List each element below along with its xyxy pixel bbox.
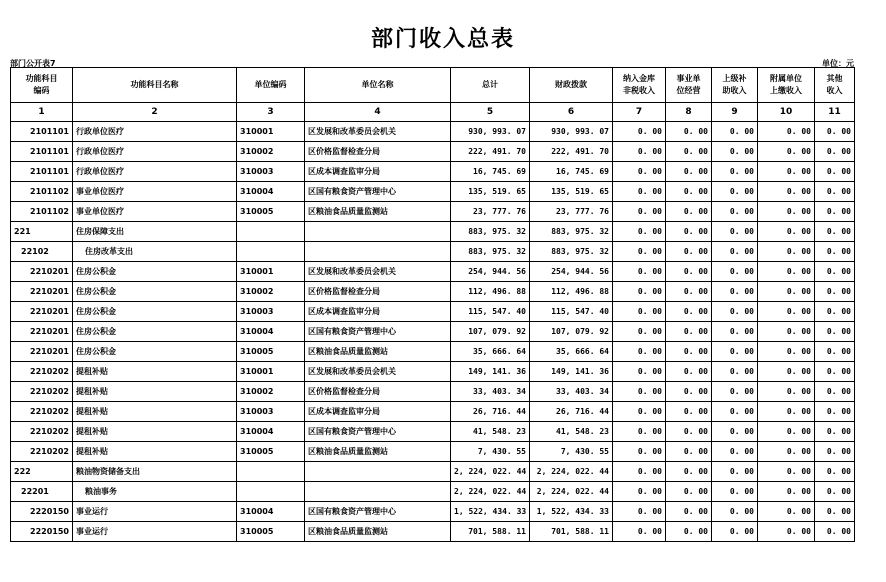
unit-code-cell: 310002 [237,142,305,162]
affiliate-remittance-cell: 0. 00 [758,502,815,522]
affiliate-remittance-cell: 0. 00 [758,182,815,202]
subject-code-cell: 2220150 [11,502,73,522]
subject-code-cell: 2210202 [11,422,73,442]
subject-code-cell: 2210202 [11,402,73,422]
column-number: 11 [815,103,855,122]
column-header: 其他 收入 [815,68,855,103]
subject-code-cell: 2210202 [11,362,73,382]
subject-name-cell: 住房公积金 [73,282,237,302]
affiliate-remittance-cell: 0. 00 [758,282,815,302]
subject-name-cell: 粮油物资储备支出 [73,462,237,482]
fiscal-allocation-cell: 41, 548. 23 [530,422,613,442]
other-income-cell: 0. 00 [815,202,855,222]
unit-code-cell: 310004 [237,322,305,342]
unit-name-cell: 区成本调查监审分局 [305,162,451,182]
subject-code-cell: 2210202 [11,442,73,462]
superior-subsidy-cell: 0. 00 [712,482,758,502]
column-number: 6 [530,103,613,122]
fiscal-allocation-cell: 16, 745. 69 [530,162,613,182]
affiliate-remittance-cell: 0. 00 [758,142,815,162]
total-amount-cell: 115, 547. 40 [451,302,530,322]
unit-name-cell: 区国有粮食资产管理中心 [305,502,451,522]
fiscal-allocation-cell: 33, 403. 34 [530,382,613,402]
total-amount-cell: 135, 519. 65 [451,182,530,202]
column-header: 功能科目 编码 [11,68,73,103]
table-row [11,342,855,362]
affiliate-remittance-cell: 0. 00 [758,302,815,322]
unit-code-cell: 310005 [237,342,305,362]
superior-subsidy-cell: 0. 00 [712,242,758,262]
header-row [11,68,855,103]
superior-subsidy-cell: 0. 00 [712,382,758,402]
operating-income-cell: 0. 00 [666,162,712,182]
non-tax-income-cell: 0. 00 [613,482,666,502]
other-income-cell: 0. 00 [815,402,855,422]
affiliate-remittance-cell: 0. 00 [758,242,815,262]
fiscal-allocation-cell: 883, 975. 32 [530,242,613,262]
other-income-cell: 0. 00 [815,282,855,302]
subject-code-cell: 2210201 [11,322,73,342]
unit-name-cell [305,242,451,262]
unit-code-cell: 310001 [237,362,305,382]
unit-name-cell: 区价格监督检查分局 [305,282,451,302]
column-number: 5 [451,103,530,122]
table-row [11,262,855,282]
column-number-row [11,103,855,122]
unit-code-cell: 310002 [237,282,305,302]
non-tax-income-cell: 0. 00 [613,402,666,422]
other-income-cell: 0. 00 [815,482,855,502]
fiscal-allocation-cell: 149, 141. 36 [530,362,613,382]
table-row [11,142,855,162]
subject-code-cell: 2101102 [11,182,73,202]
other-income-cell: 0. 00 [815,362,855,382]
unit-code-cell: 310003 [237,162,305,182]
superior-subsidy-cell: 0. 00 [712,162,758,182]
superior-subsidy-cell: 0. 00 [712,342,758,362]
fiscal-allocation-cell: 2, 224, 022. 44 [530,462,613,482]
superior-subsidy-cell: 0. 00 [712,362,758,382]
operating-income-cell: 0. 00 [666,282,712,302]
other-income-cell: 0. 00 [815,522,855,542]
non-tax-income-cell: 0. 00 [613,122,666,142]
fiscal-allocation-cell: 7, 430. 55 [530,442,613,462]
superior-subsidy-cell: 0. 00 [712,522,758,542]
table-row [11,462,855,482]
unit-name-cell: 区价格监督检查分局 [305,142,451,162]
table-row [11,122,855,142]
subject-code-cell: 22201 [11,482,73,502]
unit-code-cell: 310005 [237,442,305,462]
superior-subsidy-cell: 0. 00 [712,442,758,462]
subject-name-cell: 提租补贴 [73,402,237,422]
superior-subsidy-cell: 0. 00 [712,322,758,342]
affiliate-remittance-cell: 0. 00 [758,262,815,282]
fiscal-allocation-cell: 35, 666. 64 [530,342,613,362]
subject-name-cell: 住房公积金 [73,302,237,322]
subject-name-cell: 住房改革支出 [73,242,237,262]
unit-code-cell: 310005 [237,202,305,222]
operating-income-cell: 0. 00 [666,422,712,442]
total-amount-cell: 23, 777. 76 [451,202,530,222]
unit-name-cell: 区国有粮食资产管理中心 [305,422,451,442]
subject-code-cell: 2210201 [11,262,73,282]
subject-name-cell: 提租补贴 [73,382,237,402]
unit-code-cell: 310001 [237,262,305,282]
unit-name-cell [305,222,451,242]
other-income-cell: 0. 00 [815,462,855,482]
unit-name-cell: 区成本调查监审分局 [305,302,451,322]
superior-subsidy-cell: 0. 00 [712,502,758,522]
unit-name-cell: 区价格监督检查分局 [305,382,451,402]
subject-code-cell: 2101101 [11,122,73,142]
other-income-cell: 0. 00 [815,382,855,402]
total-amount-cell: 222, 491. 70 [451,142,530,162]
table-row [11,442,855,462]
column-number: 10 [758,103,815,122]
non-tax-income-cell: 0. 00 [613,162,666,182]
superior-subsidy-cell: 0. 00 [712,202,758,222]
operating-income-cell: 0. 00 [666,462,712,482]
operating-income-cell: 0. 00 [666,322,712,342]
total-amount-cell: 2, 224, 022. 44 [451,462,530,482]
fiscal-allocation-cell: 930, 993. 07 [530,122,613,142]
subject-name-cell: 提租补贴 [73,422,237,442]
column-header: 功能科目名称 [73,68,237,103]
column-number: 8 [666,103,712,122]
table-row [11,402,855,422]
subject-name-cell: 事业运行 [73,522,237,542]
superior-subsidy-cell: 0. 00 [712,222,758,242]
unit-code-cell [237,482,305,502]
non-tax-income-cell: 0. 00 [613,322,666,342]
fiscal-allocation-cell: 26, 716. 44 [530,402,613,422]
non-tax-income-cell: 0. 00 [613,302,666,322]
total-amount-cell: 107, 079. 92 [451,322,530,342]
other-income-cell: 0. 00 [815,162,855,182]
fiscal-allocation-cell: 135, 519. 65 [530,182,613,202]
other-income-cell: 0. 00 [815,422,855,442]
subject-name-cell: 粮油事务 [73,482,237,502]
subject-code-cell: 2210201 [11,282,73,302]
other-income-cell: 0. 00 [815,242,855,262]
operating-income-cell: 0. 00 [666,362,712,382]
affiliate-remittance-cell: 0. 00 [758,202,815,222]
superior-subsidy-cell: 0. 00 [712,182,758,202]
subject-name-cell: 行政单位医疗 [73,162,237,182]
fiscal-allocation-cell: 883, 975. 32 [530,222,613,242]
subject-code-cell: 222 [11,462,73,482]
affiliate-remittance-cell: 0. 00 [758,342,815,362]
operating-income-cell: 0. 00 [666,222,712,242]
operating-income-cell: 0. 00 [666,142,712,162]
column-header: 单位名称 [305,68,451,103]
column-number: 4 [305,103,451,122]
affiliate-remittance-cell: 0. 00 [758,402,815,422]
unit-name-cell: 区发展和改革委员会机关 [305,262,451,282]
non-tax-income-cell: 0. 00 [613,362,666,382]
superior-subsidy-cell: 0. 00 [712,262,758,282]
total-amount-cell: 112, 496. 88 [451,282,530,302]
non-tax-income-cell: 0. 00 [613,522,666,542]
operating-income-cell: 0. 00 [666,202,712,222]
subject-name-cell: 住房公积金 [73,262,237,282]
column-header: 总计 [451,68,530,103]
table-row [11,222,855,242]
unit-name-cell: 区粮油食品质量监测站 [305,442,451,462]
subject-name-cell: 事业单位医疗 [73,202,237,222]
affiliate-remittance-cell: 0. 00 [758,482,815,502]
subject-code-cell: 2210201 [11,302,73,322]
total-amount-cell: 883, 975. 32 [451,222,530,242]
operating-income-cell: 0. 00 [666,182,712,202]
affiliate-remittance-cell: 0. 00 [758,522,815,542]
affiliate-remittance-cell: 0. 00 [758,382,815,402]
unit-code-cell [237,242,305,262]
other-income-cell: 0. 00 [815,142,855,162]
other-income-cell: 0. 00 [815,302,855,322]
unit-code-cell: 310003 [237,402,305,422]
non-tax-income-cell: 0. 00 [613,182,666,202]
other-income-cell: 0. 00 [815,222,855,242]
non-tax-income-cell: 0. 00 [613,142,666,162]
total-amount-cell: 701, 588. 11 [451,522,530,542]
subject-code-cell: 2101101 [11,142,73,162]
affiliate-remittance-cell: 0. 00 [758,442,815,462]
fiscal-allocation-cell: 222, 491. 70 [530,142,613,162]
operating-income-cell: 0. 00 [666,382,712,402]
income-summary-table [10,67,855,542]
total-amount-cell: 883, 975. 32 [451,242,530,262]
fiscal-allocation-cell: 701, 588. 11 [530,522,613,542]
unit-code-cell: 310002 [237,382,305,402]
total-amount-cell: 16, 745. 69 [451,162,530,182]
unit-code-cell [237,222,305,242]
table-row [11,502,855,522]
affiliate-remittance-cell: 0. 00 [758,462,815,482]
total-amount-cell: 26, 716. 44 [451,402,530,422]
column-number: 3 [237,103,305,122]
unit-name-cell [305,482,451,502]
table-row [11,282,855,302]
fiscal-allocation-cell: 23, 777. 76 [530,202,613,222]
non-tax-income-cell: 0. 00 [613,462,666,482]
unit-name-cell: 区粮油食品质量监测站 [305,522,451,542]
table-row [11,522,855,542]
fiscal-allocation-cell: 107, 079. 92 [530,322,613,342]
subject-code-cell: 2220150 [11,522,73,542]
fiscal-allocation-cell: 1, 522, 434. 33 [530,502,613,522]
subject-name-cell: 住房公积金 [73,322,237,342]
total-amount-cell: 1, 522, 434. 33 [451,502,530,522]
other-income-cell: 0. 00 [815,262,855,282]
currency-unit: 单位：元 [822,59,854,68]
subject-name-cell: 提租补贴 [73,442,237,462]
affiliate-remittance-cell: 0. 00 [758,362,815,382]
table-body [11,122,855,542]
affiliate-remittance-cell: 0. 00 [758,222,815,242]
column-number: 1 [11,103,73,122]
subject-name-cell: 行政单位医疗 [73,122,237,142]
subject-name-cell: 事业运行 [73,502,237,522]
unit-code-cell [237,462,305,482]
non-tax-income-cell: 0. 00 [613,202,666,222]
operating-income-cell: 0. 00 [666,302,712,322]
table-row [11,182,855,202]
subject-code-cell: 2101102 [11,202,73,222]
column-number: 9 [712,103,758,122]
total-amount-cell: 930, 993. 07 [451,122,530,142]
column-header: 财政拨款 [530,68,613,103]
non-tax-income-cell: 0. 00 [613,262,666,282]
unit-code-cell: 310004 [237,182,305,202]
table-row [11,362,855,382]
subject-code-cell: 2210202 [11,382,73,402]
subject-code-cell: 221 [11,222,73,242]
column-header: 单位编码 [237,68,305,103]
subject-name-cell: 提租补贴 [73,362,237,382]
superior-subsidy-cell: 0. 00 [712,462,758,482]
non-tax-income-cell: 0. 00 [613,422,666,442]
total-amount-cell: 35, 666. 64 [451,342,530,362]
subject-name-cell: 住房公积金 [73,342,237,362]
superior-subsidy-cell: 0. 00 [712,122,758,142]
subject-name-cell: 住房保障支出 [73,222,237,242]
other-income-cell: 0. 00 [815,182,855,202]
other-income-cell: 0. 00 [815,502,855,522]
non-tax-income-cell: 0. 00 [613,502,666,522]
other-income-cell: 0. 00 [815,342,855,362]
unit-name-cell: 区国有粮食资产管理中心 [305,182,451,202]
operating-income-cell: 0. 00 [666,402,712,422]
total-amount-cell: 2, 224, 022. 44 [451,482,530,502]
unit-name-cell [305,462,451,482]
unit-code-cell: 310003 [237,302,305,322]
non-tax-income-cell: 0. 00 [613,242,666,262]
subject-name-cell: 事业单位医疗 [73,182,237,202]
unit-code-cell: 310001 [237,122,305,142]
column-header: 附属单位 上缴收入 [758,68,815,103]
unit-code-cell: 310004 [237,422,305,442]
subject-code-cell: 2210201 [11,342,73,362]
fiscal-allocation-cell: 254, 944. 56 [530,262,613,282]
column-number: 2 [73,103,237,122]
subject-name-cell: 行政单位医疗 [73,142,237,162]
operating-income-cell: 0. 00 [666,502,712,522]
affiliate-remittance-cell: 0. 00 [758,322,815,342]
unit-name-cell: 区发展和改革委员会机关 [305,362,451,382]
column-header: 上级补 助收入 [712,68,758,103]
other-income-cell: 0. 00 [815,122,855,142]
total-amount-cell: 149, 141. 36 [451,362,530,382]
non-tax-income-cell: 0. 00 [613,342,666,362]
operating-income-cell: 0. 00 [666,442,712,462]
non-tax-income-cell: 0. 00 [613,382,666,402]
total-amount-cell: 254, 944. 56 [451,262,530,282]
unit-name-cell: 区粮油食品质量监测站 [305,342,451,362]
subject-code-cell: 22102 [11,242,73,262]
table-row [11,422,855,442]
superior-subsidy-cell: 0. 00 [712,302,758,322]
unit-name-cell: 区粮油食品质量监测站 [305,202,451,222]
fiscal-allocation-cell: 115, 547. 40 [530,302,613,322]
superior-subsidy-cell: 0. 00 [712,142,758,162]
table-row [11,302,855,322]
table-row [11,382,855,402]
total-amount-cell: 41, 548. 23 [451,422,530,442]
form-number: 部门公开表7 [10,59,56,68]
operating-income-cell: 0. 00 [666,122,712,142]
operating-income-cell: 0. 00 [666,262,712,282]
unit-code-cell: 310005 [237,522,305,542]
column-header: 纳入金库 非税收入 [613,68,666,103]
operating-income-cell: 0. 00 [666,482,712,502]
operating-income-cell: 0. 00 [666,522,712,542]
non-tax-income-cell: 0. 00 [613,282,666,302]
operating-income-cell: 0. 00 [666,242,712,262]
total-amount-cell: 33, 403. 34 [451,382,530,402]
unit-code-cell: 310004 [237,502,305,522]
total-amount-cell: 7, 430. 55 [451,442,530,462]
non-tax-income-cell: 0. 00 [613,222,666,242]
fiscal-allocation-cell: 2, 224, 022. 44 [530,482,613,502]
table-row [11,202,855,222]
affiliate-remittance-cell: 0. 00 [758,122,815,142]
report-title: 部门收入总表 [370,26,515,52]
subject-code-cell: 2101101 [11,162,73,182]
unit-name-cell: 区发展和改革委员会机关 [305,122,451,142]
superior-subsidy-cell: 0. 00 [712,422,758,442]
affiliate-remittance-cell: 0. 00 [758,162,815,182]
column-number: 7 [613,103,666,122]
other-income-cell: 0. 00 [815,442,855,462]
table-row [11,162,855,182]
table-row [11,242,855,262]
other-income-cell: 0. 00 [815,322,855,342]
fiscal-allocation-cell: 112, 496. 88 [530,282,613,302]
operating-income-cell: 0. 00 [666,342,712,362]
unit-name-cell: 区成本调查监审分局 [305,402,451,422]
superior-subsidy-cell: 0. 00 [712,282,758,302]
table-row [11,482,855,502]
unit-name-cell: 区国有粮食资产管理中心 [305,322,451,342]
affiliate-remittance-cell: 0. 00 [758,422,815,442]
table-row [11,322,855,342]
superior-subsidy-cell: 0. 00 [712,402,758,422]
column-header: 事业单 位经营 [666,68,712,103]
non-tax-income-cell: 0. 00 [613,442,666,462]
